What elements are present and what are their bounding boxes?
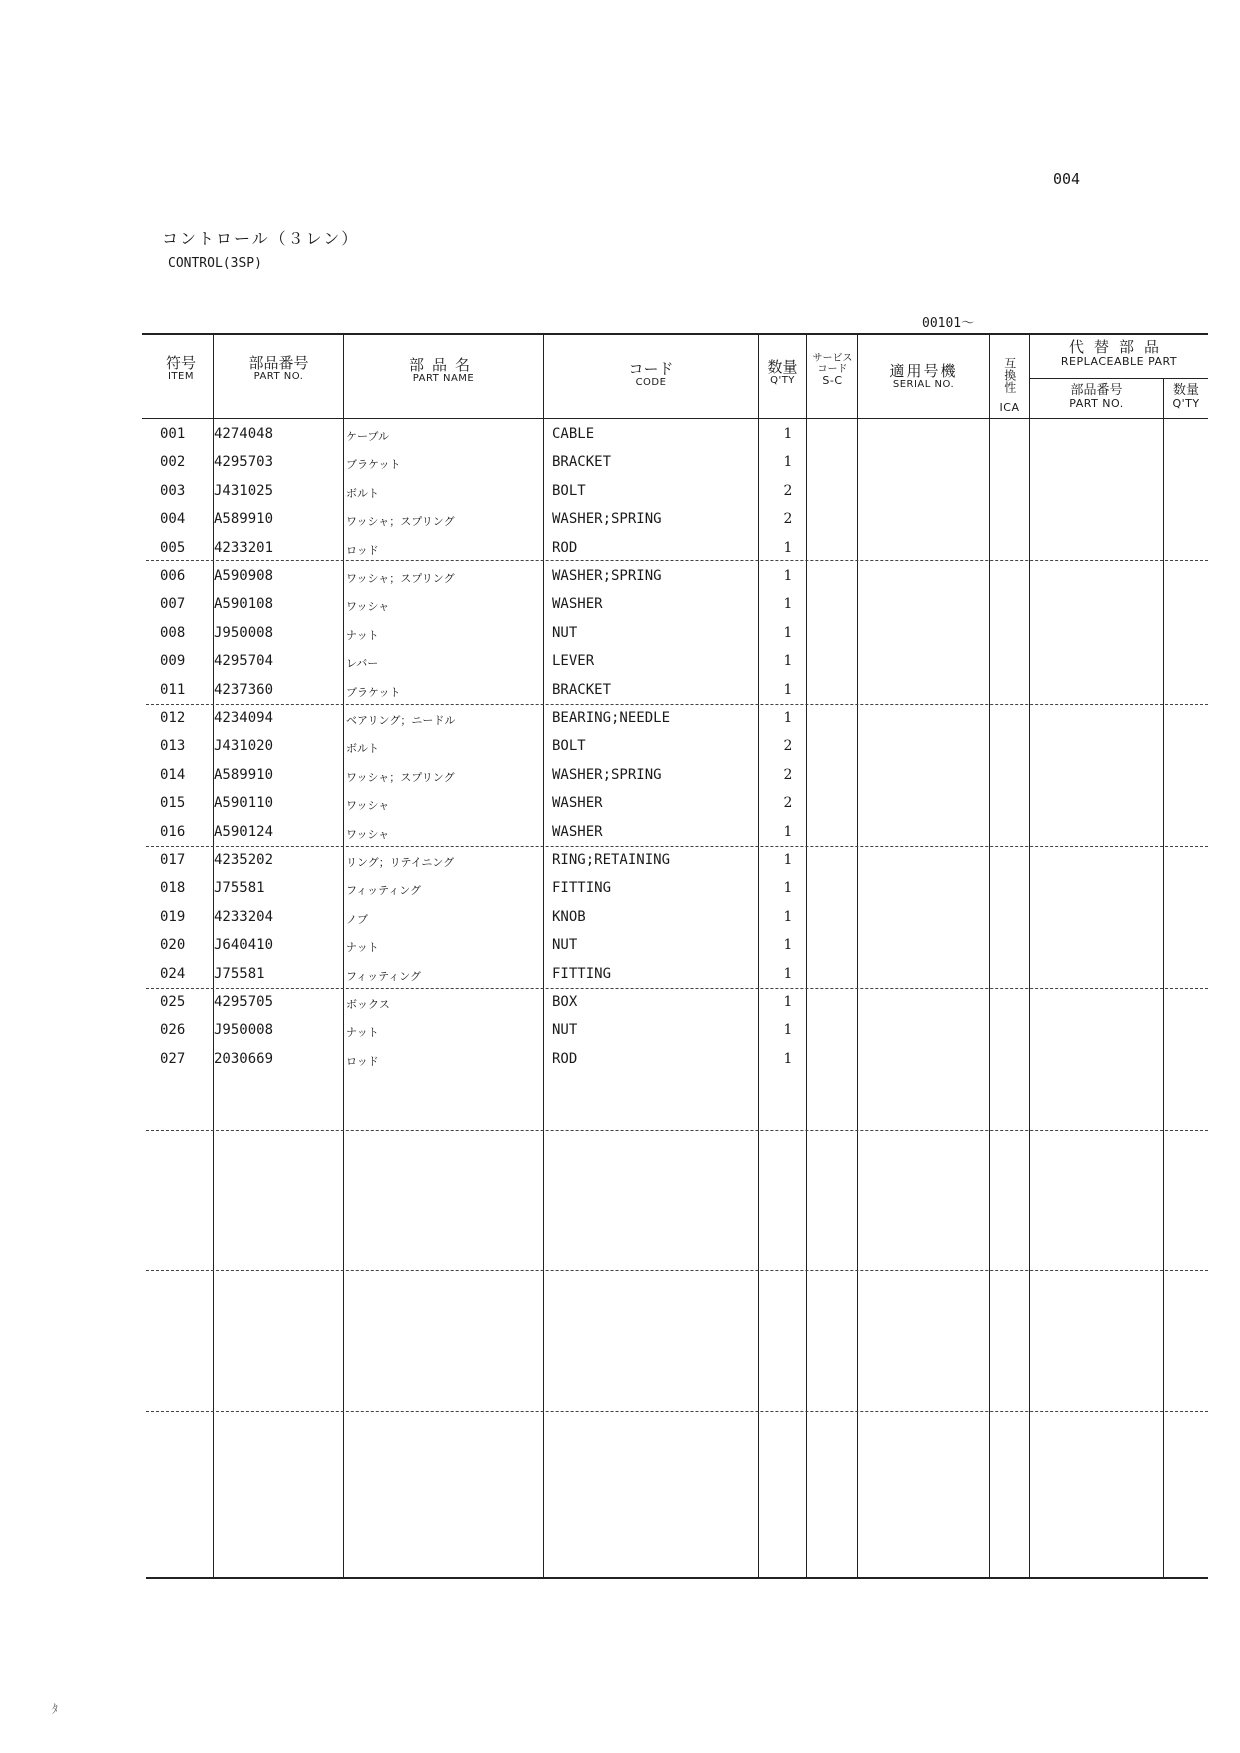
quantity: 1	[783, 710, 793, 726]
table-row	[0, 422, 1240, 450]
quantity: 1	[783, 1050, 793, 1067]
page-title-japanese: コントロール（３レン）	[162, 229, 360, 248]
table-row	[0, 990, 1240, 1018]
part-number: A589910	[214, 511, 274, 528]
quantity: 1	[783, 539, 793, 556]
header-ica: 互換性 ICA	[999, 357, 1020, 414]
part-code: NUT	[552, 624, 578, 641]
page-title-english: CONTROL(3SP)	[168, 256, 262, 271]
item-number: 001	[160, 426, 186, 442]
part-code: BOX	[552, 994, 578, 1010]
quantity: 1	[783, 852, 793, 868]
header-rep-qty: 数量 Q'TY	[1172, 383, 1200, 410]
quantity: 1	[783, 965, 793, 982]
quantity: 2	[783, 511, 793, 528]
item-number: 009	[160, 653, 186, 670]
part-code: LEVER	[552, 653, 595, 670]
quantity: 1	[783, 908, 793, 925]
item-number: 011	[160, 681, 186, 698]
quantity: 1	[783, 624, 793, 641]
part-name: ロッド	[346, 1054, 379, 1068]
table-row	[0, 763, 1240, 791]
item-number: 007	[160, 596, 186, 613]
part-name: ボルト	[346, 742, 379, 756]
serial-range: 00101～	[922, 316, 975, 331]
part-name: ワッシャ	[346, 600, 390, 614]
part-name: ボルト	[346, 486, 379, 500]
item-number: 015	[160, 795, 186, 812]
group-separator	[146, 1411, 1208, 1412]
part-number: 4237360	[214, 681, 274, 698]
quantity: 2	[783, 482, 793, 499]
part-name: ナット	[346, 1026, 379, 1040]
table-row	[0, 905, 1240, 933]
part-number: 4233204	[214, 908, 274, 925]
table-row	[0, 536, 1240, 564]
item-number: 018	[160, 880, 186, 897]
item-number: 025	[160, 994, 186, 1010]
quantity: 1	[783, 454, 793, 471]
part-name: ワッシャ	[346, 799, 390, 813]
part-name: ノブ	[346, 912, 368, 926]
header-bottom-rule	[142, 418, 1208, 419]
table-row	[0, 564, 1240, 592]
quantity: 1	[783, 568, 793, 584]
part-number: A590108	[214, 596, 274, 613]
item-number: 020	[160, 937, 186, 954]
part-number: 4234094	[214, 710, 274, 726]
part-code: BRACKET	[552, 681, 612, 698]
table-row	[0, 450, 1240, 478]
header-part-no: 部品番号 PART NO.	[248, 354, 309, 382]
item-number: 014	[160, 766, 186, 783]
item-number: 005	[160, 539, 186, 556]
table-row	[0, 1047, 1240, 1075]
group-separator	[146, 1130, 1208, 1131]
group-separator	[146, 1270, 1208, 1271]
part-code: BRACKET	[552, 454, 612, 471]
quantity: 2	[783, 795, 793, 812]
quantity: 2	[783, 766, 793, 783]
part-number: J950008	[214, 624, 274, 641]
quantity: 1	[783, 681, 793, 698]
part-name: ボックス	[346, 998, 390, 1011]
part-number: J640410	[214, 937, 274, 954]
table-row	[0, 848, 1240, 876]
header-service-code: サービスコード S-C	[812, 353, 853, 387]
header-item: 符号 ITEM	[165, 354, 196, 382]
part-number: J950008	[214, 1022, 274, 1039]
part-code: RING;RETAINING	[552, 852, 671, 868]
part-name: ナット	[346, 628, 379, 642]
part-name: ワッシャ；スプリング	[346, 770, 455, 784]
quantity: 1	[783, 426, 793, 442]
part-code: WASHER	[552, 596, 603, 613]
replaceable-sub-rule	[1030, 378, 1208, 379]
table-row	[0, 876, 1240, 904]
item-number: 006	[160, 568, 186, 584]
table-row	[0, 962, 1240, 990]
item-number: 003	[160, 482, 186, 499]
item-number: 004	[160, 511, 186, 528]
margin-mark: ﾀ	[52, 1702, 59, 1716]
part-number: J431025	[214, 482, 274, 499]
table-row	[0, 678, 1240, 706]
part-number: 4233201	[214, 539, 274, 556]
header-serial-no: 適用号機 SERIAL NO.	[889, 362, 958, 390]
header-part-name: 部品名 PART NAME	[408, 356, 478, 384]
part-name: ワッシャ	[346, 827, 390, 841]
table-row	[0, 933, 1240, 961]
part-code: BEARING;NEEDLE	[552, 710, 671, 726]
part-code: BOLT	[552, 738, 586, 755]
part-code: ROD	[552, 1050, 578, 1067]
table-row	[0, 1018, 1240, 1046]
table-top-rule	[142, 333, 1208, 335]
quantity: 1	[783, 937, 793, 954]
item-number: 026	[160, 1022, 186, 1039]
part-number: A590124	[214, 823, 274, 840]
table-row	[0, 820, 1240, 848]
quantity: 1	[783, 880, 793, 897]
part-code: NUT	[552, 1022, 578, 1039]
header-code: コード CODE	[628, 360, 674, 388]
part-name: レバー	[346, 657, 379, 671]
header-rep-part-no: 部品番号 PART NO.	[1069, 383, 1124, 410]
part-number: A590908	[214, 568, 274, 584]
part-code: FITTING	[552, 880, 612, 897]
part-number: 4295704	[214, 653, 274, 670]
part-name: フィッティング	[346, 884, 422, 898]
table-row	[0, 507, 1240, 535]
part-name: ケーブル	[346, 430, 390, 443]
item-number: 008	[160, 624, 186, 641]
table-row	[0, 649, 1240, 677]
table-row	[0, 734, 1240, 762]
part-number: 4295703	[214, 454, 274, 471]
part-code: CABLE	[552, 426, 595, 442]
table-row	[0, 479, 1240, 507]
item-number: 013	[160, 738, 186, 755]
part-number: A590110	[214, 795, 274, 812]
item-number: 016	[160, 823, 186, 840]
header-replaceable-part: 代替部品 REPLACEABLE PART	[1060, 338, 1178, 368]
part-name: ナット	[346, 941, 379, 955]
part-code: WASHER;SPRING	[552, 766, 662, 783]
part-code: KNOB	[552, 908, 586, 925]
part-code: WASHER	[552, 795, 603, 812]
part-code: NUT	[552, 937, 578, 954]
part-code: WASHER;SPRING	[552, 511, 662, 528]
part-name: リング；リテイニング	[346, 856, 455, 869]
table-bottom-rule	[146, 1577, 1208, 1579]
part-number: 2030669	[214, 1050, 274, 1067]
part-name: ブラケット	[346, 685, 401, 699]
item-number: 012	[160, 710, 186, 726]
part-number: J75581	[214, 880, 265, 897]
quantity: 1	[783, 994, 793, 1010]
item-number: 027	[160, 1050, 186, 1067]
item-number: 024	[160, 965, 186, 982]
quantity: 2	[783, 738, 793, 755]
quantity: 1	[783, 823, 793, 840]
table-row	[0, 621, 1240, 649]
table-row	[0, 706, 1240, 734]
part-number: 4274048	[214, 426, 274, 442]
part-number: J431020	[214, 738, 274, 755]
part-number: 4295705	[214, 994, 274, 1010]
part-code: WASHER;SPRING	[552, 568, 662, 584]
part-number: A589910	[214, 766, 274, 783]
quantity: 1	[783, 596, 793, 613]
part-name: フィッティング	[346, 969, 422, 983]
item-number: 002	[160, 454, 186, 471]
item-number: 019	[160, 908, 186, 925]
table-row	[0, 592, 1240, 620]
page-number: 004	[1053, 170, 1081, 188]
part-name: ワッシャ；スプリング	[346, 572, 455, 585]
part-name: ベアリング；ニードル	[346, 714, 456, 727]
quantity: 1	[783, 1022, 793, 1039]
part-number: J75581	[214, 965, 265, 982]
part-code: ROD	[552, 539, 578, 556]
table-row	[0, 791, 1240, 819]
part-code: BOLT	[552, 482, 586, 499]
part-code: FITTING	[552, 965, 612, 982]
part-code: WASHER	[552, 823, 603, 840]
header-qty: 数量 Q'TY	[767, 358, 798, 386]
part-number: 4235202	[214, 852, 274, 868]
part-name: ワッシャ；スプリング	[346, 515, 455, 529]
item-number: 017	[160, 852, 186, 868]
part-name: ブラケット	[346, 458, 401, 472]
part-name: ロッド	[346, 543, 379, 557]
quantity: 1	[783, 653, 793, 670]
